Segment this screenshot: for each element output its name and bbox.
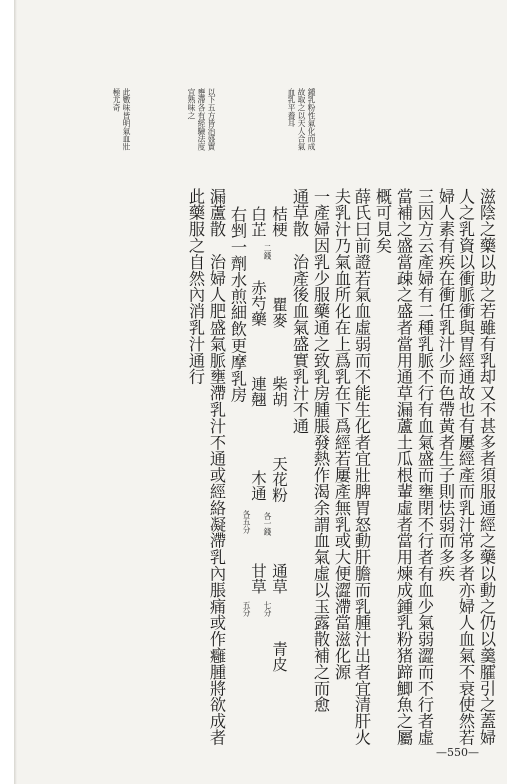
- annotation-1b: 故取之以天人合氣: [297, 88, 306, 151]
- herb-4-dose: 各一錢: [263, 512, 272, 536]
- herb-3: 柴胡: [270, 376, 288, 407]
- page-fold-shadow: [14, 0, 17, 784]
- text-column-2: 人之乳資以衝脈衝與胃經通故也有屢經產而乳汁常多者亦婦人血氣不衰使然若: [456, 188, 475, 746]
- herb-1-dose: 二錢: [263, 244, 272, 260]
- text-column-7: 薛氏曰前證若氣血虛弱而不能生化者宜壯脾胃怒動肝膽而乳腫汁出者宜清肝火: [352, 188, 371, 746]
- herb-11-dose: 五分: [242, 601, 251, 617]
- text-column-1: 滋陰之藥以助之若雖有乳却又不甚多者須服通經之藥以動之仍以羹臛引之蓋婦: [477, 188, 496, 746]
- annotation-3a: 此數味皆明氣血壯: [122, 88, 131, 151]
- text-column-9: 一產婦因乳少服藥通之致乳房腫脹發熱作渴余謂血氣虛以玉露散補之而愈: [311, 188, 330, 713]
- text-column-8: 夫乳汁乃氣血所化在上爲乳在下爲經若屢產無乳或大便澀滯當滋化源: [332, 188, 351, 680]
- herb-8: 赤芍藥: [249, 280, 267, 327]
- text-column-last: 此藥服之自然內消乳汁通行: [186, 188, 205, 385]
- annotation-1a: 鍾乳粉性氣化而成: [307, 88, 316, 151]
- formula-heading-loulu: 漏蘆散 治婦人肥盛氣脈壅滯乳汁不通或經絡凝滯乳內脹痛或作癰腫將欲成者: [207, 188, 226, 746]
- herb-5: 通草: [270, 563, 288, 594]
- text-column-instructions: 右剉一劑水煎細飲更摩乳房: [228, 206, 247, 403]
- annotation-2b: 壅滯各有經驗法度: [197, 88, 206, 151]
- text-column-5: 當補之盛當疎之盛者當用通草漏蘆土瓜根輩虛者當用煉成鍾乳粉猪蹄鯽魚之屬: [394, 188, 413, 746]
- annotation-3b: 極尤奇: [112, 88, 121, 112]
- herb-9: 連翹: [249, 376, 267, 407]
- herb-7: 白芷: [249, 206, 267, 237]
- annotation-2c: 宜熟味之: [187, 88, 196, 120]
- herb-11: 甘草: [249, 563, 267, 594]
- formula-heading-tongcao: 通草散 治產後血氣盛實乳汁不通: [290, 188, 309, 434]
- text-column-6: 概可見矣: [373, 188, 392, 254]
- herb-1: 桔梗: [270, 206, 288, 237]
- herb-4: 天花粉: [270, 456, 288, 503]
- herb-6: 青皮: [270, 641, 288, 672]
- page-number: —550—: [436, 746, 479, 759]
- text-column-3: 婦人素有疾在衝任乳汁少而色帶黃者生子則怯弱而多疾: [436, 188, 455, 582]
- annotation-2a: 以下五方皆治盛實: [207, 88, 216, 151]
- annotation-1c: 血乳平養耳: [287, 88, 296, 127]
- herb-10-dose: 各五分: [242, 510, 251, 534]
- herb-5-dose: 七分: [263, 601, 272, 617]
- herb-2: 瞿麥: [270, 297, 288, 328]
- text-column-4: 三因方云產婦有二種乳脈不行有血氣盛而壅閉不行者有血少氣弱澀而不行者虛: [415, 188, 434, 746]
- herb-10: 木通: [249, 470, 267, 501]
